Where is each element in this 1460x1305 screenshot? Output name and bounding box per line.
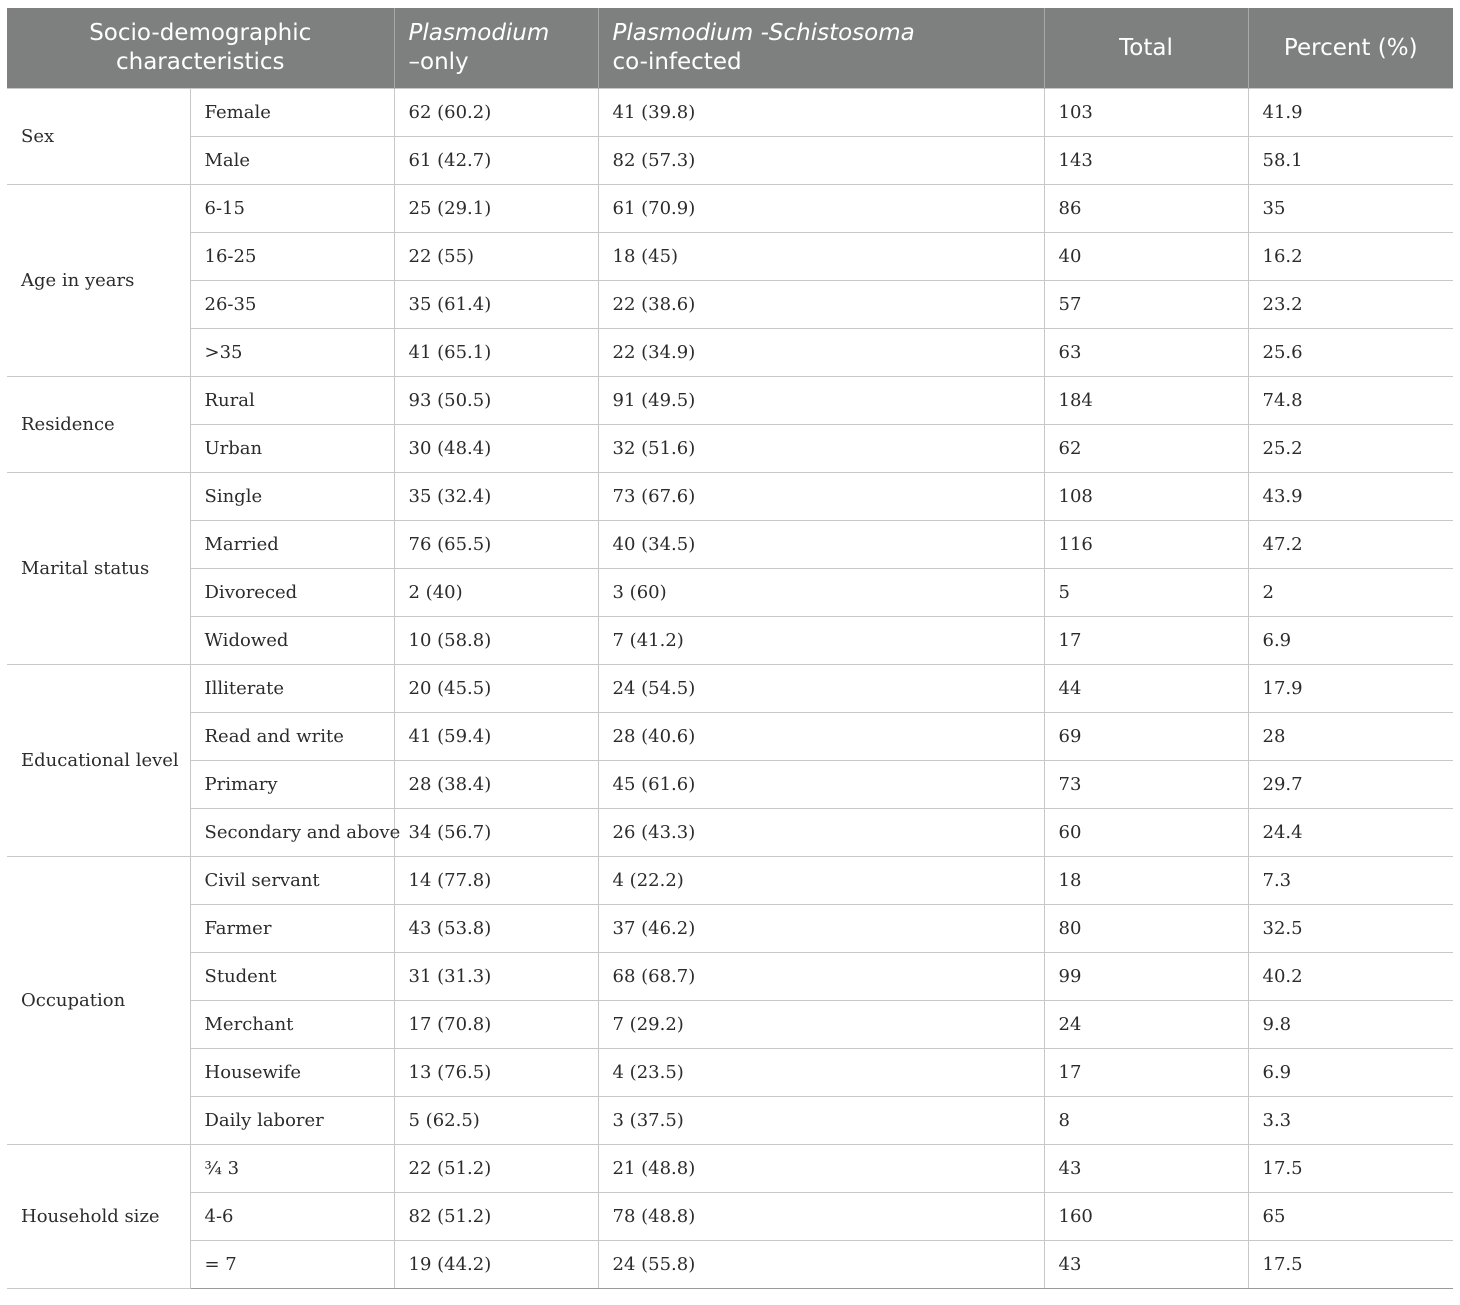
percent-cell: 43.9 <box>1248 473 1453 521</box>
coinfected-cell: 78 (48.8) <box>598 1193 1044 1241</box>
table-row <box>7 953 1453 1001</box>
percent-cell: 17.5 <box>1248 1145 1453 1193</box>
category-cell: Housewife <box>190 1049 394 1097</box>
percent-cell: 32.5 <box>1248 905 1453 953</box>
plasmodium-only-cell: 17 (70.8) <box>394 1001 598 1049</box>
group-label: Educational level <box>7 665 190 857</box>
plasmodium-only-cell: 2 (40) <box>394 569 598 617</box>
header-characteristics <box>7 8 394 89</box>
total-cell: 57 <box>1044 281 1248 329</box>
plasmodium-only-cell: 22 (55) <box>394 233 598 281</box>
percent-cell: 17.5 <box>1248 1241 1453 1289</box>
group-label: Household size <box>7 1145 190 1289</box>
coinfected-cell: 22 (34.9) <box>598 329 1044 377</box>
total-cell: 62 <box>1044 425 1248 473</box>
coinfected-cell: 41 (39.8) <box>598 89 1044 137</box>
plasmodium-only-cell: 61 (42.7) <box>394 137 598 185</box>
percent-cell: 40.2 <box>1248 953 1453 1001</box>
plasmodium-only-cell: 76 (65.5) <box>394 521 598 569</box>
category-cell: Divoreced <box>190 569 394 617</box>
percent-cell: 25.2 <box>1248 425 1453 473</box>
plasmodium-only-cell: 62 (60.2) <box>394 89 598 137</box>
plasmodium-only-cell: 5 (62.5) <box>394 1097 598 1145</box>
percent-cell: 47.2 <box>1248 521 1453 569</box>
header-plasmodium-only-line1: Plasmodium <box>408 20 550 46</box>
percent-cell: 58.1 <box>1248 137 1453 185</box>
header-plasmodium-only-line2: –only <box>408 49 469 75</box>
category-cell: 16-25 <box>190 233 394 281</box>
plasmodium-only-cell: 41 (59.4) <box>394 713 598 761</box>
plasmodium-only-cell: 35 (32.4) <box>394 473 598 521</box>
total-cell: 160 <box>1044 1193 1248 1241</box>
category-cell: Illiterate <box>190 665 394 713</box>
coinfected-cell: 4 (23.5) <box>598 1049 1044 1097</box>
total-cell: 143 <box>1044 137 1248 185</box>
group-label: Occupation <box>7 857 190 1145</box>
header-coinfected-line2: co-infected <box>612 49 742 75</box>
total-cell: 73 <box>1044 761 1248 809</box>
coinfected-cell: 68 (68.7) <box>598 953 1044 1001</box>
total-cell: 40 <box>1044 233 1248 281</box>
table-row <box>7 137 1453 185</box>
plasmodium-only-cell: 13 (76.5) <box>394 1049 598 1097</box>
category-cell: Widowed <box>190 617 394 665</box>
table-row <box>7 185 1453 233</box>
header-percent: Percent (%) <box>1248 8 1453 89</box>
total-cell: 103 <box>1044 89 1248 137</box>
total-cell: 17 <box>1044 617 1248 665</box>
total-cell: 63 <box>1044 329 1248 377</box>
total-cell: 24 <box>1044 1001 1248 1049</box>
coinfected-cell: 45 (61.6) <box>598 761 1044 809</box>
percent-cell: 25.6 <box>1248 329 1453 377</box>
total-cell: 18 <box>1044 857 1248 905</box>
plasmodium-only-cell: 10 (58.8) <box>394 617 598 665</box>
category-cell: Student <box>190 953 394 1001</box>
table-row <box>7 1049 1453 1097</box>
table-row <box>7 233 1453 281</box>
table-row <box>7 1001 1453 1049</box>
category-cell: Married <box>190 521 394 569</box>
plasmodium-only-cell: 28 (38.4) <box>394 761 598 809</box>
table-row <box>7 377 1453 425</box>
coinfected-cell: 26 (43.3) <box>598 809 1044 857</box>
category-cell: = 7 <box>190 1241 394 1289</box>
category-cell: Rural <box>190 377 394 425</box>
percent-cell: 28 <box>1248 713 1453 761</box>
percent-cell: 6.9 <box>1248 1049 1453 1097</box>
coinfected-cell: 3 (37.5) <box>598 1097 1044 1145</box>
group-label: Age in years <box>7 185 190 377</box>
header-total: Total <box>1044 8 1248 89</box>
plasmodium-only-cell: 30 (48.4) <box>394 425 598 473</box>
table-row <box>7 473 1453 521</box>
table-row <box>7 1241 1453 1289</box>
category-cell: Daily laborer <box>190 1097 394 1145</box>
category-cell: Urban <box>190 425 394 473</box>
percent-cell: 35 <box>1248 185 1453 233</box>
total-cell: 43 <box>1044 1241 1248 1289</box>
coinfected-cell: 82 (57.3) <box>598 137 1044 185</box>
table-row <box>7 1097 1453 1145</box>
plasmodium-only-cell: 14 (77.8) <box>394 857 598 905</box>
category-cell: Secondary and above <box>190 809 394 857</box>
header-characteristics-line1: Socio-demographic <box>89 20 312 46</box>
category-cell: 4-6 <box>190 1193 394 1241</box>
coinfected-cell: 7 (41.2) <box>598 617 1044 665</box>
header-coinfected-line1: Plasmodium -Schistosoma <box>612 20 915 46</box>
group-label: Marital status <box>7 473 190 665</box>
coinfected-cell: 22 (38.6) <box>598 281 1044 329</box>
total-cell: 8 <box>1044 1097 1248 1145</box>
table-row <box>7 89 1453 137</box>
plasmodium-only-cell: 82 (51.2) <box>394 1193 598 1241</box>
plasmodium-only-cell: 25 (29.1) <box>394 185 598 233</box>
percent-cell: 2 <box>1248 569 1453 617</box>
percent-cell: 16.2 <box>1248 233 1453 281</box>
table-row <box>7 1193 1453 1241</box>
category-cell: Farmer <box>190 905 394 953</box>
percent-cell: 3.3 <box>1248 1097 1453 1145</box>
header-coinfected <box>598 8 1044 89</box>
category-cell: ¾ 3 <box>190 1145 394 1193</box>
category-cell: Civil servant <box>190 857 394 905</box>
table-row <box>7 569 1453 617</box>
total-cell: 17 <box>1044 1049 1248 1097</box>
category-cell: 6-15 <box>190 185 394 233</box>
group-label: Residence <box>7 377 190 473</box>
category-cell: 26-35 <box>190 281 394 329</box>
coinfected-cell: 28 (40.6) <box>598 713 1044 761</box>
percent-cell: 74.8 <box>1248 377 1453 425</box>
coinfected-cell: 91 (49.5) <box>598 377 1044 425</box>
coinfected-cell: 32 (51.6) <box>598 425 1044 473</box>
table-row <box>7 857 1453 905</box>
category-cell: Female <box>190 89 394 137</box>
percent-cell: 23.2 <box>1248 281 1453 329</box>
percent-cell: 7.3 <box>1248 857 1453 905</box>
total-cell: 80 <box>1044 905 1248 953</box>
coinfected-cell: 24 (54.5) <box>598 665 1044 713</box>
category-cell: Male <box>190 137 394 185</box>
category-cell: Read and write <box>190 713 394 761</box>
category-cell: >35 <box>190 329 394 377</box>
table-row <box>7 905 1453 953</box>
percent-cell: 9.8 <box>1248 1001 1453 1049</box>
plasmodium-only-cell: 34 (56.7) <box>394 809 598 857</box>
table-row <box>7 761 1453 809</box>
table-row <box>7 1145 1453 1193</box>
percent-cell: 6.9 <box>1248 617 1453 665</box>
header-characteristics-line2: characteristics <box>115 49 285 75</box>
plasmodium-only-cell: 41 (65.1) <box>394 329 598 377</box>
category-cell: Single <box>190 473 394 521</box>
coinfected-cell: 37 (46.2) <box>598 905 1044 953</box>
group-label: Sex <box>7 89 190 185</box>
table-row <box>7 713 1453 761</box>
percent-cell: 24.4 <box>1248 809 1453 857</box>
total-cell: 184 <box>1044 377 1248 425</box>
total-cell: 108 <box>1044 473 1248 521</box>
percent-cell: 65 <box>1248 1193 1453 1241</box>
table-row <box>7 665 1453 713</box>
plasmodium-only-cell: 22 (51.2) <box>394 1145 598 1193</box>
plasmodium-only-cell: 19 (44.2) <box>394 1241 598 1289</box>
table-row <box>7 425 1453 473</box>
coinfected-cell: 4 (22.2) <box>598 857 1044 905</box>
table-header <box>7 8 1453 89</box>
percent-cell: 41.9 <box>1248 89 1453 137</box>
total-cell: 43 <box>1044 1145 1248 1193</box>
table-row <box>7 617 1453 665</box>
total-cell: 5 <box>1044 569 1248 617</box>
table-row <box>7 329 1453 377</box>
coinfected-cell: 18 (45) <box>598 233 1044 281</box>
header-row <box>7 8 1453 89</box>
category-cell: Primary <box>190 761 394 809</box>
coinfected-cell: 21 (48.8) <box>598 1145 1044 1193</box>
header-plasmodium-only <box>394 8 598 89</box>
coinfected-cell: 3 (60) <box>598 569 1044 617</box>
plasmodium-only-cell: 20 (45.5) <box>394 665 598 713</box>
plasmodium-only-cell: 31 (31.3) <box>394 953 598 1001</box>
plasmodium-only-cell: 35 (61.4) <box>394 281 598 329</box>
total-cell: 99 <box>1044 953 1248 1001</box>
table-body <box>7 89 1453 1289</box>
table-row <box>7 809 1453 857</box>
plasmodium-only-cell: 93 (50.5) <box>394 377 598 425</box>
total-cell: 44 <box>1044 665 1248 713</box>
total-cell: 60 <box>1044 809 1248 857</box>
percent-cell: 29.7 <box>1248 761 1453 809</box>
coinfected-cell: 73 (67.6) <box>598 473 1044 521</box>
plasmodium-only-cell: 43 (53.8) <box>394 905 598 953</box>
category-cell: Merchant <box>190 1001 394 1049</box>
coinfected-cell: 61 (70.9) <box>598 185 1044 233</box>
coinfected-cell: 40 (34.5) <box>598 521 1044 569</box>
percent-cell: 17.9 <box>1248 665 1453 713</box>
socio-demographic-table <box>7 8 1453 1289</box>
table-row <box>7 521 1453 569</box>
coinfected-cell: 7 (29.2) <box>598 1001 1044 1049</box>
table-row <box>7 281 1453 329</box>
total-cell: 69 <box>1044 713 1248 761</box>
total-cell: 116 <box>1044 521 1248 569</box>
total-cell: 86 <box>1044 185 1248 233</box>
coinfected-cell: 24 (55.8) <box>598 1241 1044 1289</box>
